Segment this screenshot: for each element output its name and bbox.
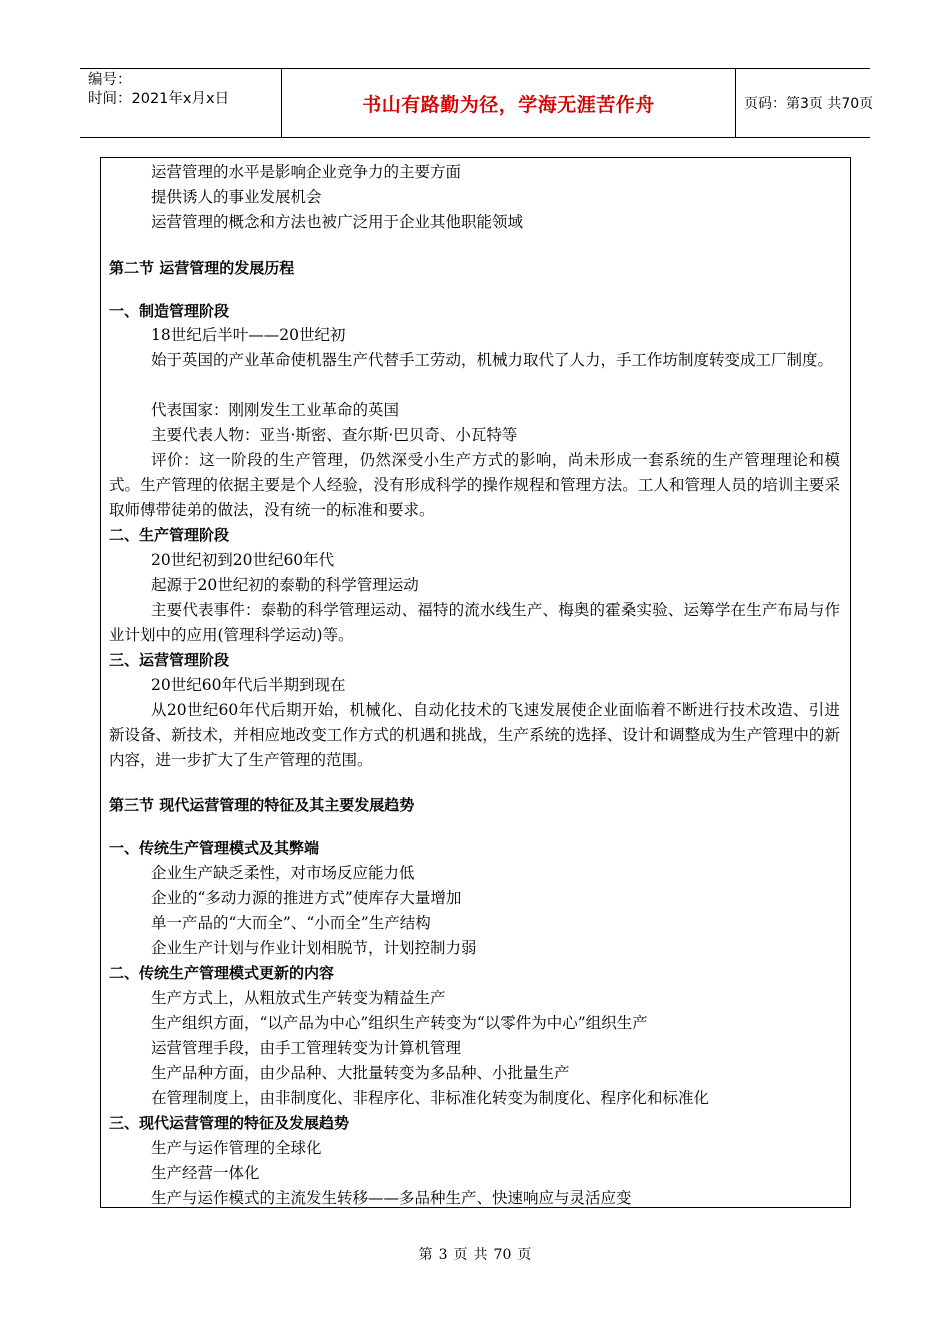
text-line: 单一产品的“大而全”、“小而全”生产结构 <box>151 914 431 932</box>
paragraph: 主要代表事件：泰勒的科学管理运动、福特的流水线生产、梅奥的霍桑实验、运筹学在生产布局与作业计划中的应用(管理科学运动)等。 <box>109 601 840 644</box>
footer-gong: 共 <box>473 1247 488 1263</box>
date-label: 时间：2021年x月x日 <box>88 91 230 107</box>
text-line: 20世纪60年代后半期到现在 <box>151 676 346 694</box>
text-line: 提供诱人的事业发展机会 <box>151 188 322 206</box>
page-header <box>80 68 874 138</box>
text-line: 生产组织方面，“以产品为中心”组织生产转变为“以零件为中心”组织生产 <box>151 1014 648 1032</box>
footer-ye: 页 <box>517 1247 532 1263</box>
section-heading: 第二节 运营管理的发展历程 <box>109 259 295 277</box>
text-line: 18世纪后半叶——20世纪初 <box>151 326 346 344</box>
text-line: 生产方式上，从粗放式生产转变为精益生产 <box>151 989 446 1007</box>
text-line: 20世纪初到20世纪60年代 <box>151 551 335 569</box>
text-line: 生产经营一体化 <box>151 1164 260 1182</box>
header-meta <box>80 69 282 137</box>
section-heading: 第三节 现代运营管理的特征及其主要发展趋势 <box>109 796 415 814</box>
text-line: 代表国家：刚刚发生工业革命的英国 <box>151 401 400 419</box>
text-line: 主要代表人物：亚当·斯密、查尔斯·巴贝奇、小瓦特等 <box>151 426 518 444</box>
footer-page-number: 3 <box>438 1247 448 1263</box>
paragraph: 始于英国的产业革命使机器生产代替手工劳动，机械力取代了人力，手工作坊制度转变成工厂制度。 <box>151 351 834 369</box>
text-line: 起源于20世纪初的泰勒的科学管理运动 <box>151 576 419 594</box>
text-line: 企业生产缺乏柔性，对市场反应能力低 <box>151 864 415 882</box>
subsection-heading: 三、运营管理阶段 <box>109 651 230 669</box>
text-line: 生产品种方面，由少品种、大批量转变为多品种、小批量生产 <box>151 1064 570 1082</box>
text-line: 企业的“多动力源的推进方式”使库存大量增加 <box>151 889 462 907</box>
subsection-heading: 一、制造管理阶段 <box>109 302 230 320</box>
text-line: 生产与运作管理的全球化 <box>151 1139 322 1157</box>
footer-total-pages: 70 <box>493 1247 512 1263</box>
page-indicator: 页码：第3页 共70页 <box>744 96 874 112</box>
subsection-heading: 三、现代运营管理的特征及发展趋势 <box>109 1114 350 1132</box>
subsection-heading: 一、传统生产管理模式及其弊端 <box>109 839 320 857</box>
paragraph: 评价：这一阶段的生产管理，仍然深受小生产方式的影响，尚未形成一套系统的生产管理理论和模式。生产管理的依据主要是个人经验，没有形成科学的操作规程和管理方法。工人和管理人员的培训主要采取师傅带徒弟的做法，没有统一的标准和要求。 <box>109 451 840 519</box>
text-line: 运营管理的水平是影响企业竞争力的主要方面 <box>151 163 462 181</box>
text-line: 运营管理手段，由手工管理转变为计算机管理 <box>151 1039 462 1057</box>
text-line: 在管理制度上，由非制度化、非程序化、非标准化转变为制度化、程序化和标准化 <box>151 1089 710 1107</box>
footer-ye: 页 <box>453 1247 468 1263</box>
content-box <box>100 157 851 1208</box>
page-footer <box>0 1244 950 1264</box>
text-line: 生产与运作模式的主流发生转移——多品种生产、快速响应与灵活应变 <box>151 1189 632 1207</box>
footer-di: 第 <box>418 1247 433 1263</box>
subsection-heading: 二、生产管理阶段 <box>109 526 230 544</box>
subsection-heading: 二、传统生产管理模式更新的内容 <box>109 964 335 982</box>
motto: 书山有路勤为径，学海无涯苦作舟 <box>282 69 736 137</box>
text-line: 运营管理的概念和方法也被广泛用于企业其他职能领域 <box>151 213 524 231</box>
paragraph: 从20世纪60年代后期开始，机械化、自动化技术的飞速发展使企业面临着不断进行技术改造、引进新设备、新技术，并相应地改变工作方式的机遇和挑战，生产系统的选择、设计和调整成为生产管理中的新内容，进一步扩大了生产管理的范围。 <box>109 701 840 769</box>
number-label: 编号： <box>88 72 132 88</box>
text-line: 企业生产计划与作业计划相脱节，计划控制力弱 <box>151 939 477 957</box>
